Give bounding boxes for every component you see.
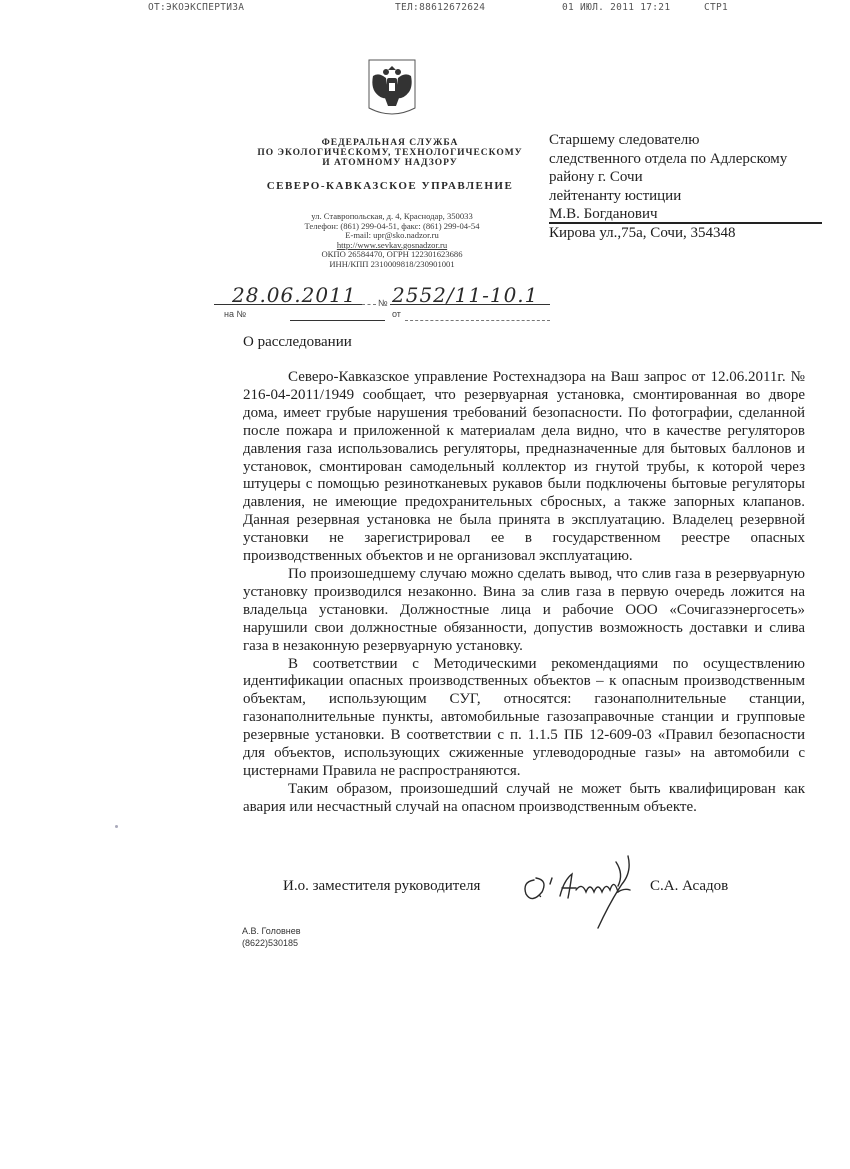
from-label: от [392, 309, 401, 319]
addressee-block [549, 131, 839, 224]
executor-phone: (8622)530185 [242, 938, 299, 948]
number-underline [390, 304, 550, 305]
letter-body [243, 369, 805, 817]
date-dotline [362, 304, 376, 305]
from-underline [405, 320, 550, 321]
org-line-1: ФЕДЕРАЛЬНАЯ СЛУЖБА [321, 138, 459, 148]
addressee-line: Старшему следователю [549, 132, 700, 148]
executor-name: А.В. Головнев [242, 926, 301, 936]
scan-speck [115, 825, 118, 828]
addressee-rule [549, 222, 822, 224]
body-paragraph: В соответствии с Методическими рекомендациями по осуществлению идентификации опасных производственных объектов – к опасным производственным объектам, использующим СУГ, относятся: газонаполнительные станции, газонаполнительные пункты, автомобильные газозаправочные станции и групповые резервные установки. В соответствии с п. 1.1.5 ПБ 12-609-03 «Правил безопасности для объектов, использующих сжиженные углеводородные газы» на автомобили с цистернами Правила не распространяются. [243, 655, 805, 779]
contact-email: E-mail: upr@sko.nadzor.ru [345, 230, 439, 240]
contacts-block [268, 212, 516, 269]
executor-block [242, 925, 300, 949]
fax-sender: ОТ:ЭКОЭКСПЕРТИЗА [148, 2, 245, 13]
registration-number: 2552/11-10.1 [392, 283, 539, 307]
fax-datetime: 01 ИЮЛ. 2011 17:21 [562, 2, 671, 13]
contact-phone: Телефон: (861) 299-04-51, факс: (861) 299-04-54 [304, 220, 480, 231]
addressee-address: Кирова ул.,75а, Сочи, 354348 [549, 225, 736, 241]
fax-phone: ТЕЛ:88612672624 [395, 2, 486, 13]
contact-inn: ИНН/КПП 2310009818/230901001 [329, 258, 455, 269]
contact-website: http://www.sevkav.gosnadzor.ru [336, 239, 448, 250]
body-paragraph: Таким образом, произошедший случай не может быть квалифицирован как авария или несчастный случай на опасном производственным объекте. [243, 780, 805, 815]
letter-subject: О расследовании [243, 334, 352, 350]
registration-date: 28.06.2011 [232, 283, 357, 307]
addressee-name: М.В. Богданович [549, 206, 658, 223]
signatory-name: С.А. Асадов [650, 878, 729, 894]
contact-address: ул. Ставропольская, д. 4, Краснодар, 350033 [311, 211, 473, 221]
signatory-position: И.о. заместителя руководителя [283, 878, 481, 894]
org-line-3: И АТОМНОМУ НАДЗОРУ [322, 158, 458, 168]
addressee-line: следственного отдела по Адлерскому [549, 150, 788, 167]
number-label: № [378, 298, 388, 308]
org-region: СЕВЕРО-КАВКАЗСКОЕ УПРАВЛЕНИЕ [266, 180, 514, 192]
org-line-2: ПО ЭКОЛОГИЧЕСКОМУ, ТЕХНОЛОГИЧЕСКОМУ [257, 148, 523, 158]
body-paragraph: По произошедшему случаю можно сделать вывод, что слив газа в резервуарную установку производился незаконно. Вина за слив газа в первую очередь ложится на владельца установки. Должностные лица и рабочие ООО «Сочигазэнергосеть» нарушили свои должностные обязанности, допустив возможность доставки и слива газа в незаконную резервуарную установку. [243, 565, 805, 654]
handwritten-signature [520, 852, 650, 936]
ref-label: на № [224, 309, 247, 319]
ref-underline [290, 320, 385, 321]
date-underline [214, 304, 362, 305]
fax-page: СТР1 [704, 2, 729, 13]
body-paragraph: Северо-Кавказское управление Ростехнадзора на Ваш запрос от 12.06.2011г. № 216-04-2011/1949 сообщает, что резервуарная установка, смонтированная во дворе дома, имеет грубые нарушения требований безопасности. По фотографии, сделанной после пожара и приложенной к материалам дела видно, что в качестве регуляторов давления газа использовались регуляторы, предназначенные для бытовых баллонов и установок, смонтирован самодельный коллектор из гнутой трубы, к которой через штуцеры с помощью резинотканевых рукавов были подключены бытовые регуляторы давления, не имеющие предохранительных сбросных, а также запорных клапанов. Данная резервная установка не была принята в эксплуатацию. Владелец резервной установки не зарегистрировал ее в государственном реестре опасных производственных объектов и не организовал эксплуатацию. [243, 369, 805, 565]
coat-of-arms-icon [367, 58, 417, 122]
contact-okpo: ОКПО 26584470, ОГРН 1223016236​86 [321, 249, 463, 259]
addressee-line: району г. Сочи [549, 169, 643, 186]
addressee-line: лейтенанту юстиции [549, 187, 682, 204]
